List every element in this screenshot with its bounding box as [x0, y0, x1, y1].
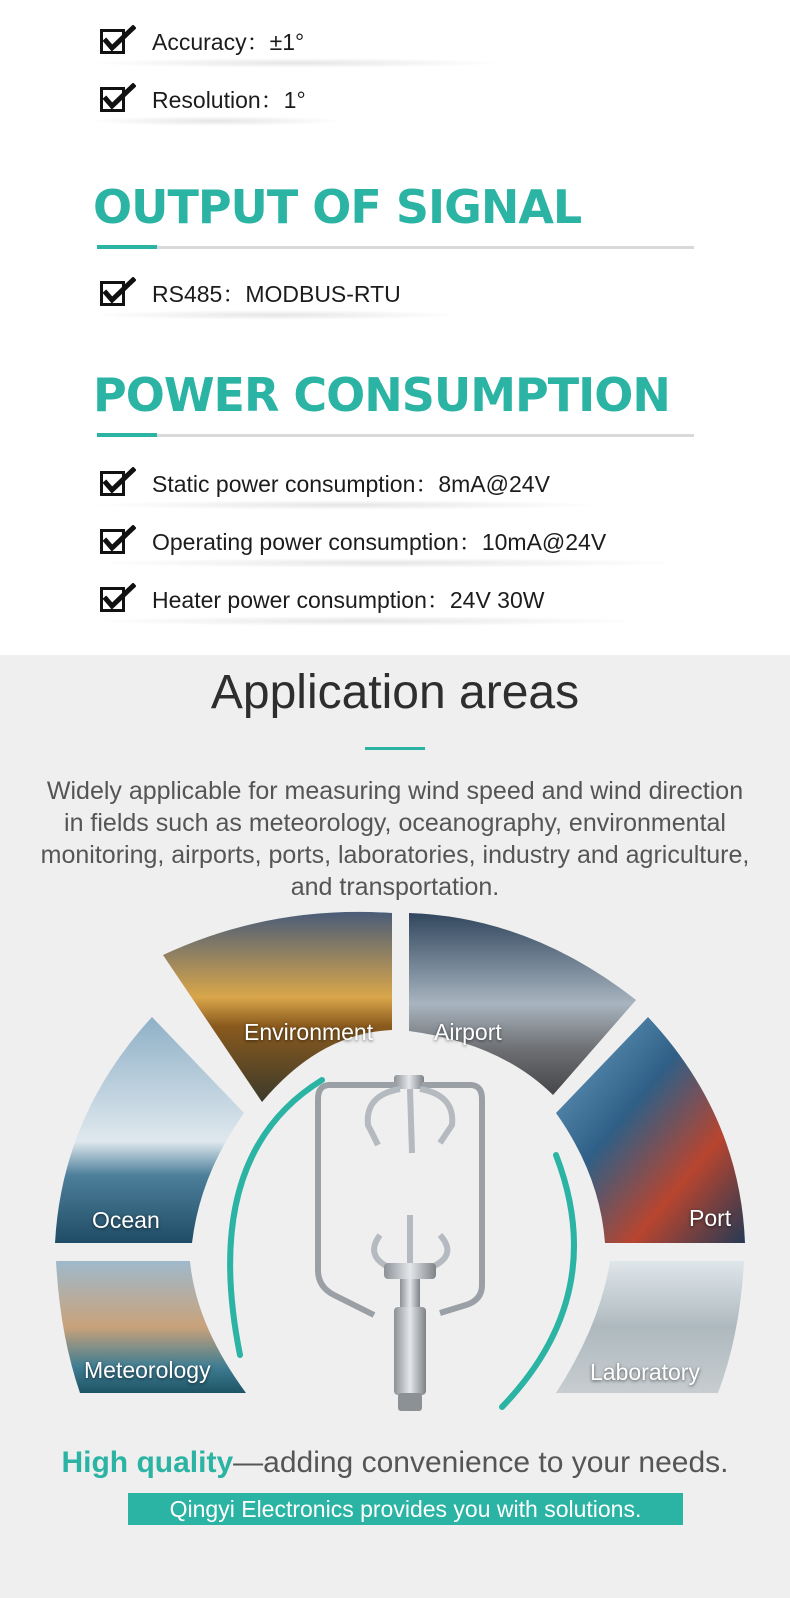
spec-item-heater-power	[100, 578, 544, 618]
anemometer-illustration	[318, 1075, 482, 1411]
checkbox-icon	[100, 25, 136, 55]
checkbox-icon	[100, 83, 136, 113]
area-label-meteorology: Meteorology	[84, 1357, 211, 1383]
checkbox-icon	[100, 583, 136, 613]
application-title: Application areas	[210, 666, 580, 719]
area-label-environment: Environment	[244, 1019, 374, 1045]
teal-arc-left	[230, 1080, 322, 1355]
checkbox-icon	[100, 277, 136, 307]
section-title-power: POWER CONSUMPTION	[93, 368, 670, 422]
spec-item-resolution	[100, 78, 306, 118]
spec-text: Operating power consumption：10mA@24V	[152, 528, 607, 555]
application-areas-section	[0, 655, 790, 1598]
area-label-port: Port	[689, 1205, 732, 1231]
spec-item-operating-power	[100, 520, 606, 560]
spec-item-static-power	[100, 462, 550, 502]
area-label-ocean: Ocean	[92, 1207, 160, 1233]
spec-text: Resolution：1°	[152, 86, 306, 113]
spec-text: Heater power consumption：24V 30W	[152, 586, 545, 613]
teal-arc-right	[502, 1155, 574, 1407]
area-label-laboratory: Laboratory	[590, 1359, 700, 1385]
checkbox-icon	[100, 525, 136, 555]
spec-text: Static power consumption：8mA@24V	[152, 470, 550, 497]
spec-text: Accuracy：±1°	[152, 28, 305, 55]
section-title-output-signal: OUTPUT OF SIGNAL	[93, 180, 582, 234]
title-divider	[97, 246, 694, 249]
title-divider	[97, 434, 694, 437]
tagline-rest: —adding convenience to your needs.	[233, 1446, 729, 1479]
area-label-airport: Airport	[434, 1019, 502, 1045]
spec-text: RS485：MODBUS-RTU	[152, 280, 401, 307]
quality-tagline	[0, 1446, 790, 1480]
spec-item-rs485	[100, 272, 401, 312]
tagline-highlight: High quality	[61, 1446, 234, 1479]
spec-item-accuracy	[100, 20, 304, 60]
solutions-banner: Qingyi Electronics provides you with solutions.	[128, 1493, 683, 1525]
checkbox-icon	[100, 467, 136, 497]
application-description: Widely applicable for measuring wind speed and wind direction in fields such as meteorology, oceanography, environmental monitoring, airports, ports, laboratories, industry and agriculture, and transportation.	[40, 777, 750, 901]
